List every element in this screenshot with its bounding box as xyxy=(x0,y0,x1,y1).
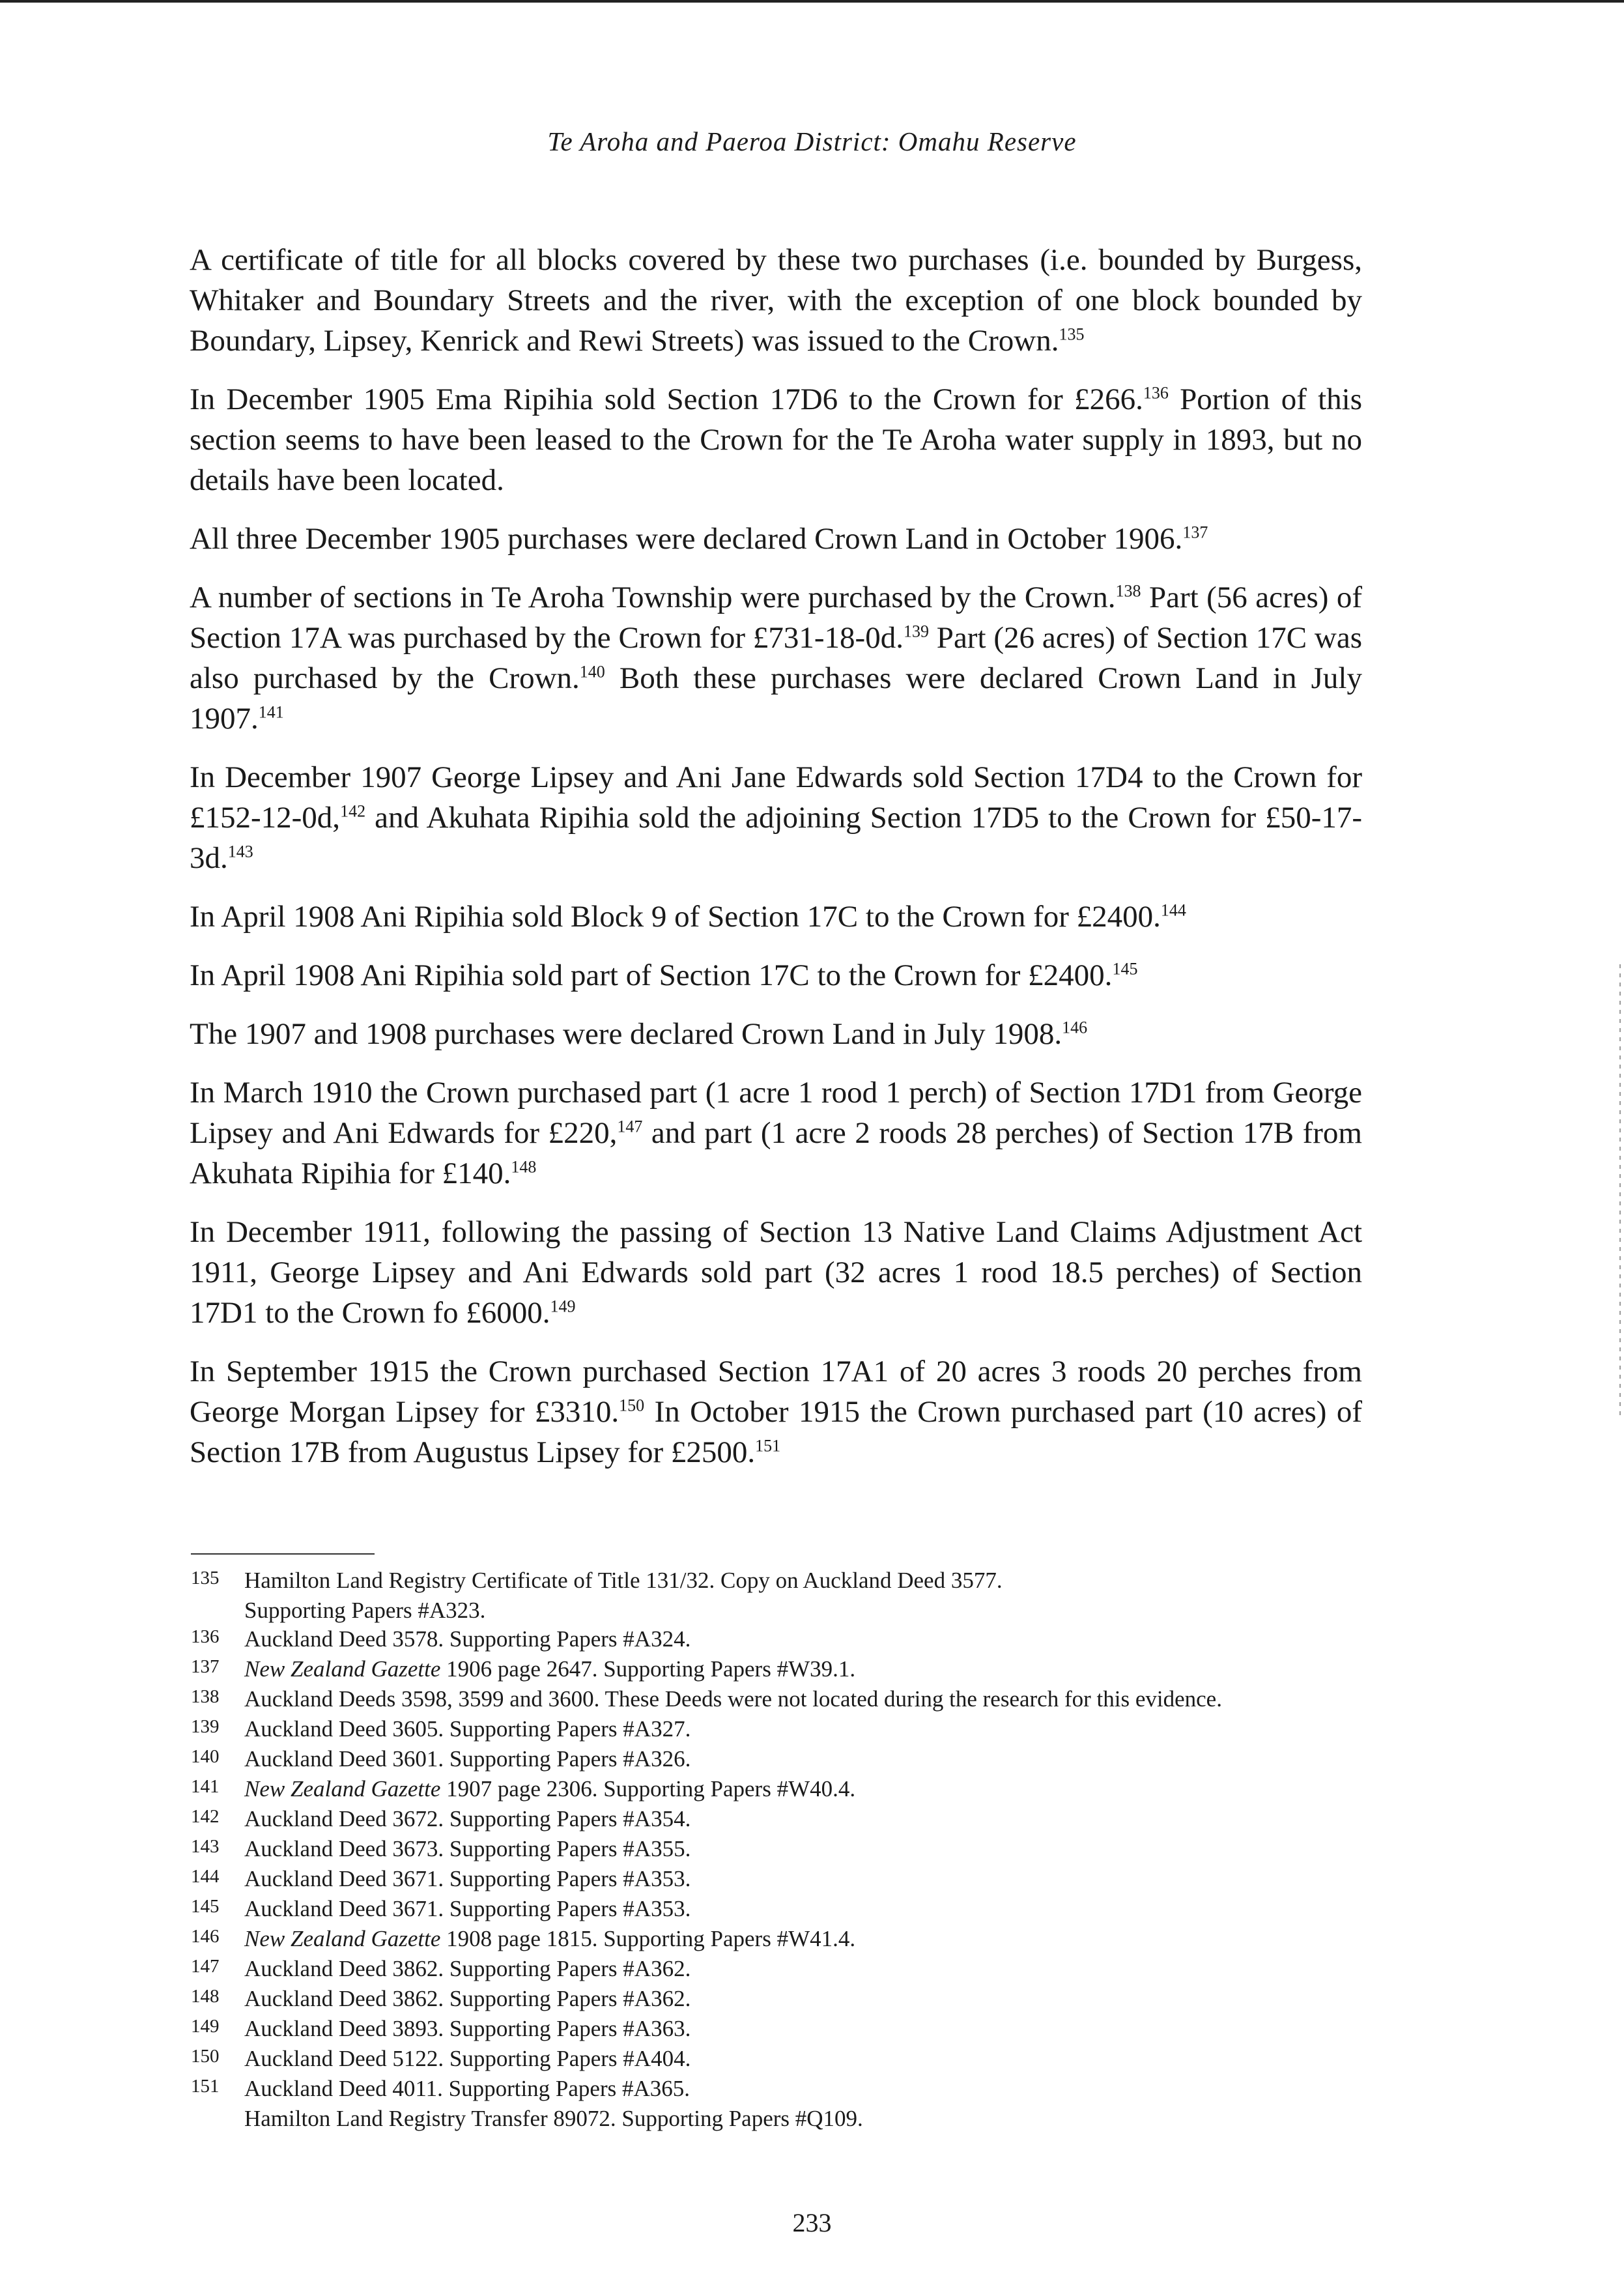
footnote-number: 138 xyxy=(191,1686,220,1707)
paragraph-1 xyxy=(190,240,1362,361)
footnote-number: 142 xyxy=(191,1806,220,1827)
paragraph-text: In April 1908 Ani Ripihia sold part of Section 17C to the Crown for £2400. xyxy=(190,958,1113,992)
footnote-item xyxy=(191,1835,1363,1865)
footnote-text: Auckland Deed 3672. Supporting Papers #A354. xyxy=(244,1806,691,1831)
footnote-item xyxy=(191,1685,1363,1715)
top-border-rule xyxy=(0,0,1624,3)
footnote-number: 150 xyxy=(191,2046,220,2067)
paragraph-text: Part (56 acres) of Section 17A was purchased by the Crown for £731-18-0d. xyxy=(190,581,1362,655)
footnote-number: 141 xyxy=(191,1776,220,1797)
footnote-number: 149 xyxy=(191,2016,220,2037)
paragraph-text: Both these purchases were declared Crown Land in July 1907. xyxy=(190,661,1362,736)
footnote-ref: 149 xyxy=(550,1297,576,1316)
paragraph-text: In April 1908 Ani Ripihia sold Block 9 of Section 17C to the Crown for £2400. xyxy=(190,900,1161,934)
footnote-text: Hamilton Land Registry Certificate of Title 131/32. Copy on Auckland Deed 3577. xyxy=(244,1568,1003,1593)
footnote-ref: 148 xyxy=(511,1157,537,1177)
footnote-item xyxy=(191,2015,1363,2045)
footnote-number: 146 xyxy=(191,1926,220,1947)
paragraph-text: In March 1910 the Crown purchased part (1 acre 1 rood 1 perch) of Section 17D1 from George Lipsey and Ani Edwards for £220, xyxy=(190,1076,1362,1150)
footnote-number: 145 xyxy=(191,1896,220,1917)
paragraph-4 xyxy=(190,577,1362,739)
footnote-item xyxy=(191,1655,1363,1685)
footnote-text: Hamilton Land Registry Transfer 89072. Supporting Papers #Q109. xyxy=(244,2106,863,2131)
scan-edge-marks xyxy=(1619,964,1621,1420)
paragraph-text: In December 1907 George Lipsey and Ani Jane Edwards sold Section 17D4 to the Crown for £152-12-0d, xyxy=(190,760,1362,835)
footnote-text: Auckland Deeds 3598, 3599 and 3600. These Deeds were not located during the research for this evidence. xyxy=(244,1686,1222,1712)
footnote-item xyxy=(191,2045,1363,2075)
footnote-text: Auckland Deed 4011. Supporting Papers #A365. xyxy=(244,2076,691,2101)
footnote-ref: 146 xyxy=(1062,1018,1088,1037)
footnote-text: Auckland Deed 3671. Supporting Papers #A353. xyxy=(244,1896,691,1921)
footnote-number: 139 xyxy=(191,1716,220,1737)
paragraph-text: All three December 1905 purchases were declared Crown Land in October 1906. xyxy=(190,522,1183,556)
footnote-text xyxy=(244,1925,855,1953)
footnote-item xyxy=(191,1596,1363,1625)
footnote-separator xyxy=(191,1553,375,1555)
paragraph-text: and part (1 acre 2 roods 28 perches) of Section 17B from Akuhata Ripihia for £140. xyxy=(190,1116,1362,1190)
paragraph-text: In December 1911, following the passing of Section 13 Native Land Claims Adjustment Act 1911, George Lipsey and Ani Edwards sold part (32 acres 1 rood 18.5 perches) of Section 17D1 to the Crown fo £6000. xyxy=(190,1215,1362,1330)
footnote-number: 135 xyxy=(191,1568,220,1588)
footnote-item xyxy=(191,1925,1363,1955)
footnote-text: Auckland Deed 3862. Supporting Papers #A362. xyxy=(244,1956,691,1981)
footnote-ref: 137 xyxy=(1182,523,1208,542)
footnote-ref: 138 xyxy=(1115,581,1141,601)
page-number: 233 xyxy=(792,2208,832,2237)
footnote-text: Auckland Deed 3578. Supporting Papers #A324. xyxy=(244,1626,691,1652)
paragraph-text: A certificate of title for all blocks covered by these two purchases (i.e. bounded by Burgess, Whitaker and Boundary Streets and the river, with the exception of one block bounded by Boundary, Lipsey, Kenrick and Rewi Streets) was issued to the Crown. xyxy=(190,243,1362,358)
footnote-text: Supporting Papers #A323. xyxy=(244,1598,486,1623)
footnote-item xyxy=(191,2104,1363,2133)
footnote-number: 143 xyxy=(191,1836,220,1857)
footnote-ref: 135 xyxy=(1059,324,1085,344)
footnote-ref: 141 xyxy=(258,702,284,722)
paragraph-11 xyxy=(190,1351,1362,1472)
footnote-text: Auckland Deed 3862. Supporting Papers #A362. xyxy=(244,1986,691,2011)
footnote-item xyxy=(191,1895,1363,1925)
publication-title: New Zealand Gazette xyxy=(244,1656,441,1682)
paragraph-6 xyxy=(190,897,1362,937)
footnote-ref: 151 xyxy=(755,1436,781,1456)
footnote-item xyxy=(191,1985,1363,2015)
footnote-text: Auckland Deed 3673. Supporting Papers #A355. xyxy=(244,1836,691,1861)
footnote-item xyxy=(191,2075,1363,2104)
paragraph-3 xyxy=(190,519,1362,559)
footnote-ref: 147 xyxy=(617,1117,643,1136)
footnote-text: Auckland Deed 3671. Supporting Papers #A353. xyxy=(244,1866,691,1891)
footnote-ref: 136 xyxy=(1143,383,1169,403)
footnote-item xyxy=(191,1745,1363,1775)
footnote-detail: 1906 page 2647. Supporting Papers #W39.1. xyxy=(440,1656,856,1682)
body-text xyxy=(190,240,1362,1491)
paragraph-9 xyxy=(190,1072,1362,1194)
paragraph-text: In December 1905 Ema Ripihia sold Section 17D6 to the Crown for £266. xyxy=(190,382,1143,416)
footnote-number: 151 xyxy=(191,2076,220,2097)
footnote-detail: 1907 page 2306. Supporting Papers #W40.4. xyxy=(440,1776,856,1802)
paragraph-text: A number of sections in Te Aroha Township were purchased by the Crown. xyxy=(190,581,1116,614)
paragraph-5 xyxy=(190,757,1362,878)
footnote-ref: 143 xyxy=(227,842,253,861)
footnote-text: Auckland Deed 3601. Supporting Papers #A326. xyxy=(244,1746,691,1772)
footnote-text xyxy=(244,1655,855,1684)
paragraph-2 xyxy=(190,379,1362,500)
footnote-number: 136 xyxy=(191,1626,220,1647)
footnote-number: 144 xyxy=(191,1866,220,1887)
footnote-number: 148 xyxy=(191,1986,220,2007)
footnote-ref: 139 xyxy=(903,622,929,641)
footnote-number: 147 xyxy=(191,1956,220,1977)
footnote-ref: 142 xyxy=(340,801,366,821)
footnote-item xyxy=(191,1805,1363,1835)
paragraph-7 xyxy=(190,955,1362,996)
paragraph-8 xyxy=(190,1014,1362,1054)
paragraph-text: The 1907 and 1908 purchases were declared Crown Land in July 1908. xyxy=(190,1017,1062,1051)
footnote-text: Auckland Deed 3893. Supporting Papers #A363. xyxy=(244,2016,691,2041)
running-head: Te Aroha and Paeroa District: Omahu Reserve xyxy=(547,126,1077,156)
paragraph-text: In September 1915 the Crown purchased Section 17A1 of 20 acres 3 roods 20 perches from George Morgan Lipsey for £3310. xyxy=(190,1355,1362,1429)
footnote-number: 137 xyxy=(191,1656,220,1677)
paragraph-text: Part (26 acres) of Section 17C was also purchased by the Crown. xyxy=(190,621,1362,695)
paragraph-10 xyxy=(190,1212,1362,1333)
footnote-item xyxy=(191,1566,1363,1596)
footnote-text xyxy=(244,1775,855,1803)
footnote-detail: 1908 page 1815. Supporting Papers #W41.4. xyxy=(440,1926,856,1951)
footnote-ref: 150 xyxy=(619,1396,645,1415)
footnote-ref: 144 xyxy=(1160,900,1186,920)
footnote-item xyxy=(191,1625,1363,1655)
footnote-item xyxy=(191,1955,1363,1985)
paragraph-text: and Akuhata Ripihia sold the adjoining Section 17D5 to the Crown for £50-17-3d. xyxy=(190,801,1362,875)
footnote-number: 140 xyxy=(191,1746,220,1767)
publication-title: New Zealand Gazette xyxy=(244,1776,441,1802)
publication-title: New Zealand Gazette xyxy=(244,1926,441,1951)
paragraph-text: Portion of this section seems to have been leased to the Crown for the Te Aroha water supply in 1893, but no details have been located. xyxy=(190,382,1362,497)
footnote-ref: 140 xyxy=(579,662,605,682)
footnote-item xyxy=(191,1715,1363,1745)
footnote-item xyxy=(191,1775,1363,1805)
footnote-text: Auckland Deed 3605. Supporting Papers #A327. xyxy=(244,1716,691,1742)
footnote-text: Auckland Deed 5122. Supporting Papers #A404. xyxy=(244,2046,691,2071)
paragraph-text: In October 1915 the Crown purchased part (10 acres) of Section 17B from Augustus Lipsey for £2500. xyxy=(190,1395,1362,1469)
footnote-ref: 145 xyxy=(1112,959,1138,979)
footnote-item xyxy=(191,1865,1363,1895)
footnotes xyxy=(191,1566,1363,2133)
